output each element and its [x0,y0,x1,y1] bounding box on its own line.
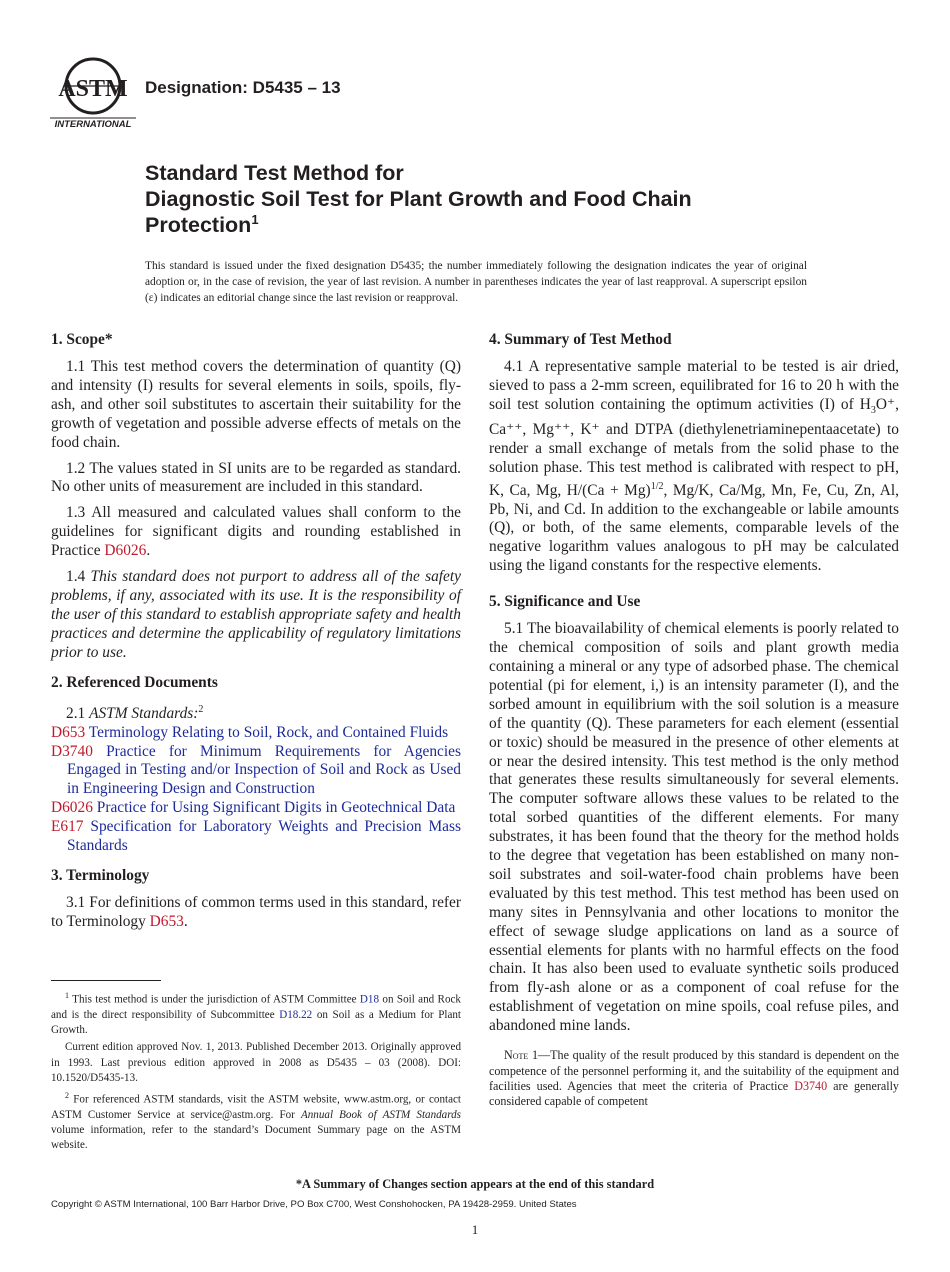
paragraph-1-3 [51,504,461,561]
paragraph-3-1-text: 3.1 For definitions of common terms used in this standard, refer to Terminology [51,893,461,930]
link-d3740[interactable]: D3740 [794,1078,828,1093]
note-1-label: Note 1 [504,1048,539,1063]
paragraph-1-4-text: This standard does not purport to address all of the safety problems, if any, associated with its use. It is the responsibility of the user of this standard to establish appropriate safety and health practices and determine the applicability of regulatory limitations prior to use. [51,568,461,661]
paragraph-4-1 [489,358,899,576]
reference-title[interactable]: Terminology Relating to Soil, Rock, and Contained Fluids [88,723,449,741]
logo-subtext: INTERNATIONAL [54,119,132,130]
paragraph-4-1-ions: O⁺, Ca⁺⁺, Mg⁺⁺, K⁺ and DTPA (diethylenetriaminepentaacetate) to render a small exchange of metals from the solid phase to the solution phase. This test method is calibrated with respect to pH, K, Ca, Mg, H/(Ca + Mg) [489,395,899,499]
reference-code[interactable]: D6026 [51,799,93,817]
right-column [489,330,899,1110]
paragraph-1-4 [51,568,461,663]
paragraph-1-4-number: 1.4 [66,568,91,586]
reference-item[interactable] [51,724,461,743]
section-heading-significance: 5. Significance and Use [489,593,641,611]
note-1-text-a: —The quality of the result produced by this standard is dependent on the competence of the personnel performing it, and the suitability of the equipment and facilities used. Agencies that meet the criteria of Practice [489,1048,899,1093]
section-heading-terminology: 3. Terminology [51,866,150,884]
section-heading-summary: 4. Summary of Test Method [489,331,672,348]
footnote-mark-2: 2 [198,703,204,715]
reference-item[interactable] [51,743,461,800]
section-heading-scope: 1. Scope* [51,331,113,348]
reference-title[interactable]: Specification for Laboratory Weights and Precision Mass Standards [67,818,461,855]
paragraph-1-3-end: . [146,542,151,560]
note-1-text-b: are generally considered capable of competent [489,1078,899,1109]
paragraph-4-1-exponent: 1/2 [650,480,664,492]
document-title [145,160,865,238]
title-line-3 [145,212,865,238]
footnote-1 [51,988,461,1038]
reference-item[interactable] [51,799,461,818]
footnote-2-text-a: For referenced ASTM standards, visit the ASTM website, www.astm.org, or contact ASTM Customer Service at service@astm.org. For [51,1093,461,1121]
title-line-1: Standard Test Method for [145,161,404,185]
footnote-divider [51,980,161,981]
title-footnote-mark: 1 [251,211,259,227]
footnote-1-text-a: This test method is under the jurisdiction of ASTM Committee [69,993,360,1006]
left-column [51,330,461,939]
footnote-edition: Current edition approved Nov. 1, 2013. Published December 2013. Originally approved in 1993. Last previous edition approved in 2008 as D5435 – 03 (2008). DOI: 10.1520/D5435-13. [51,1041,461,1084]
paragraph-1-1: 1.1 This test method covers the determination of quantity (Q) and intensity (I) results for several elements in soils, spoils, fly-ash, and other soil substitutes to ascertain their suitability for the growth of vegetation and possible adverse effects of metals on the food chain. [51,358,461,451]
issuance-statement: This standard is issued under the fixed designation D5435; the number immediately following the designation indicates the year of original adoption or, in the case of revision, the year of last revision. A number in parentheses indicates the year of last reapproval. A superscript epsilon (ε) indicates an editorial change since the last revision or reapproval. [145,260,807,304]
footnote-1-text-c: on Soil as a Medium for Plant Growth. [51,1008,461,1037]
footnote-1-text-b: on Soil and Rock and is the direct responsibility of Subcommittee [51,993,461,1021]
title-line-3-text: Protection [145,213,252,237]
astm-standards-label: ASTM Standards: [89,704,199,722]
paragraph-4-1-subscript: 3 [870,404,876,416]
link-d18[interactable]: D18 [359,993,380,1006]
note-1 [489,1048,899,1110]
paragraph-5-1: 5.1 The bioavailability of chemical elements is poorly related to the chemical composition of soils and plant growth media containing a mineral or any type of adsorbed phase. The chemical potential (pi for element, i,) is an intensity parameter (I), and the sorbed amount in equilibrium with the soil solution is a measure of the quantity (Q). These parameters for each element (essential or toxic) should be measured in the presence of other elements at or near the desired intensity. This test method is the only method that generates these results simultaneously for several elements. The computer software allows these values to be related to the total sorbed quantities of the different elements. For many substrates, it has been found that the theory for the method holds to the degree that vegetation has been established on many non-soil substrates and soil-water-food chain problems have been evaluated by this test method. This test method has been used on many sites in Pennsylvania and other locations to monitor the effect of sewage sludge applications on land as a source of essential elements for plants with no harmful effects on the food chain. It has also been used to evaluate synthetic soils produced from fly-ash alone or as a component of coal refuse for the establishment of vegetation on mine spoils, coal refuse piles, and abandoned mine lands. [489,620,899,1035]
reference-title[interactable]: Practice for Using Significant Digits in Geotechnical Data [96,799,456,817]
link-d18-22[interactable]: D18.22 [279,1008,313,1021]
page-number: 1 [471,1222,479,1237]
footnote-1-mark: 1 [65,991,69,1000]
paragraph-2-1 [51,701,461,724]
astm-logo [50,56,136,132]
footnote-2-italic: Annual Book of ASTM Standards [300,1108,461,1121]
paragraph-4-1-text: 4.1 A representative sample material to be tested is air dried, sieved to pass a 2-mm screen, equilibrated for 16 to 20 h with the soil test solution containing the optimum activities (I) of H [489,358,899,413]
paragraph-4-1-end: , Mg/K, Ca/Mg, Mn, Fe, Cu, Zn, Al, Pb, Ni, and Cd. In addition to the exchangeable or labile amounts (Q), or both, of the same elements, comparable levels of the negative logarithm values analogous to pH may be calculated using the ligand constants for the respective elements. [489,481,899,575]
link-d653[interactable]: D653 [149,912,184,930]
paragraph-1-3-text: 1.3 All measured and calculated values shall conform to the guidelines for significant digits and rounding established in Practice [51,504,461,560]
footnote-2-mark: 2 [65,1090,69,1100]
reference-code[interactable]: D653 [51,723,86,741]
logo-wordmark: ASTM [58,76,128,102]
paragraph-1-2: 1.2 The values stated in SI units are to be regarded as standard. No other units of measurement are included in this standard. [51,459,461,496]
paragraph-2-1-number: 2.1 [66,704,90,722]
footnote-2-text-b: volume information, refer to the standard’s Document Summary page on the ASTM website. [51,1124,461,1152]
paragraph-3-1 [51,894,461,932]
reference-list [51,724,461,856]
paragraph-3-1-end: . [183,912,188,930]
reference-item[interactable] [51,818,461,856]
summary-of-changes-notice: *A Summary of Changes section appears at the end of this standard [295,1177,655,1191]
footnotes [51,988,461,1155]
reference-code[interactable]: E617 [51,818,84,836]
designation: Designation: D5435 – 13 [145,78,341,97]
reference-title[interactable]: Practice for Minimum Requirements for Agencies Engaged in Testing and/or Inspection of Soil and Rock as Used in Engineering Design and Construction [67,742,461,798]
copyright: Copyright © ASTM International, 100 Barr Harbor Drive, PO Box C700, West Conshohocken, PA 19428-2959. United States [51,1199,577,1210]
reference-code[interactable]: D3740 [51,742,93,760]
footnote-2 [51,1088,461,1154]
title-line-2: Diagnostic Soil Test for Plant Growth and Food Chain [145,187,692,211]
section-heading-referenced-documents: 2. Referenced Documents [51,673,218,691]
link-d6026[interactable]: D6026 [104,542,147,560]
